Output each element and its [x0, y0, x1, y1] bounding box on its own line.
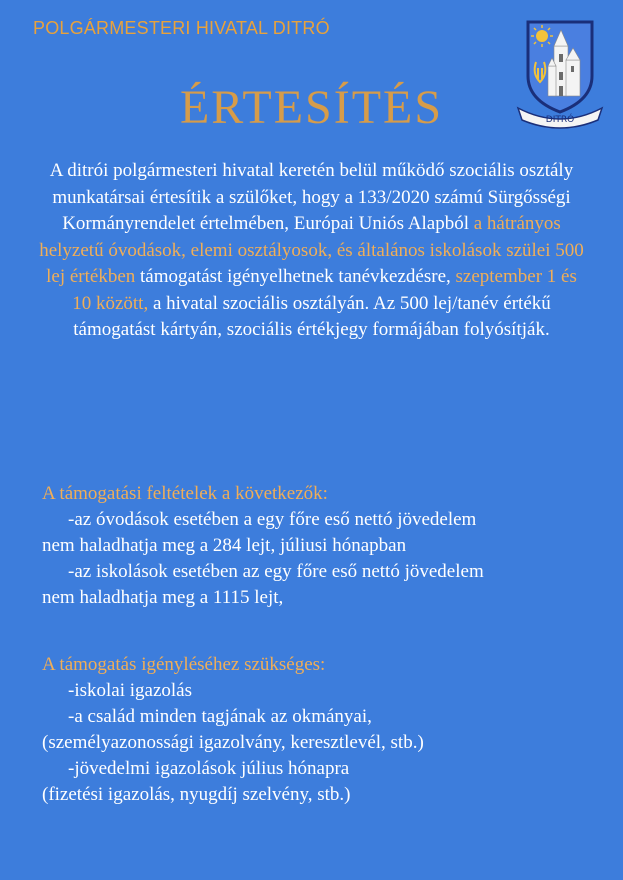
notice-title: ÉRTESÍTÉS [179, 81, 444, 134]
condition-item-continuation: nem haladhatja meg a 284 lejt, júliusi hónapban [42, 535, 407, 556]
condition-item [42, 507, 602, 559]
office-name: POLGÁRMESTERI HIVATAL DITRÓ [33, 18, 330, 38]
intro-highlight-1: a hátrányos helyzetű óvodások, elemi osztályosok, és általános iskolások szülei 500 lej értékben [39, 213, 584, 287]
condition-item [42, 559, 602, 611]
requirement-item-line: -a család minden tagjának az okmányai, [68, 706, 372, 727]
requirement-item-continuation: (fizetési igazolás, nyugdíj szelvény, stb.) [42, 784, 351, 805]
requirement-item [42, 678, 602, 704]
requirement-item-line: -jövedelmi igazolások július hónapra [68, 758, 350, 779]
condition-item-line: -az iskolások esetében az egy főre eső nettó jövedelem [68, 561, 484, 582]
intro-highlight-2: szeptember 1 és 10 között, [72, 266, 577, 314]
conditions-heading: A támogatási feltételek a következők: [42, 483, 328, 504]
condition-item-line: -az óvodások esetében a egy főre eső nettó jövedelem [68, 509, 477, 530]
intro-text-1: A ditrói polgármesteri hivatal keretén belül működő szociális osztály munkatársai értesítik a szülőket, hogy a 133/2020 számú Sürgősségi Kormányrendelet értelmében, Európai Uniós Alapból [49, 160, 574, 234]
intro-paragraph [36, 158, 587, 344]
conditions-section [42, 481, 602, 611]
requirement-item [42, 756, 602, 808]
requirement-item-continuation: (személyazonossági igazolvány, keresztlevél, stb.) [42, 732, 424, 753]
condition-item-continuation: nem haladhatja meg a 1115 lejt, [42, 587, 284, 608]
requirements-section [42, 652, 602, 808]
intro-text-3: a hivatal szociális osztályán. Az 500 lej/tanév értékű támogatást kártyán, szociális értékjegy formájában folyósítják. [73, 292, 551, 340]
crest-label: DITRÓ [545, 115, 575, 125]
requirements-heading: A támogatás igényléséhez szükséges: [42, 654, 326, 675]
requirement-item-line: -iskolai igazolás [68, 680, 192, 701]
intro-text-2: támogatást igényelhetnek tanévkezdésre, [135, 266, 456, 287]
requirement-item [42, 704, 602, 756]
